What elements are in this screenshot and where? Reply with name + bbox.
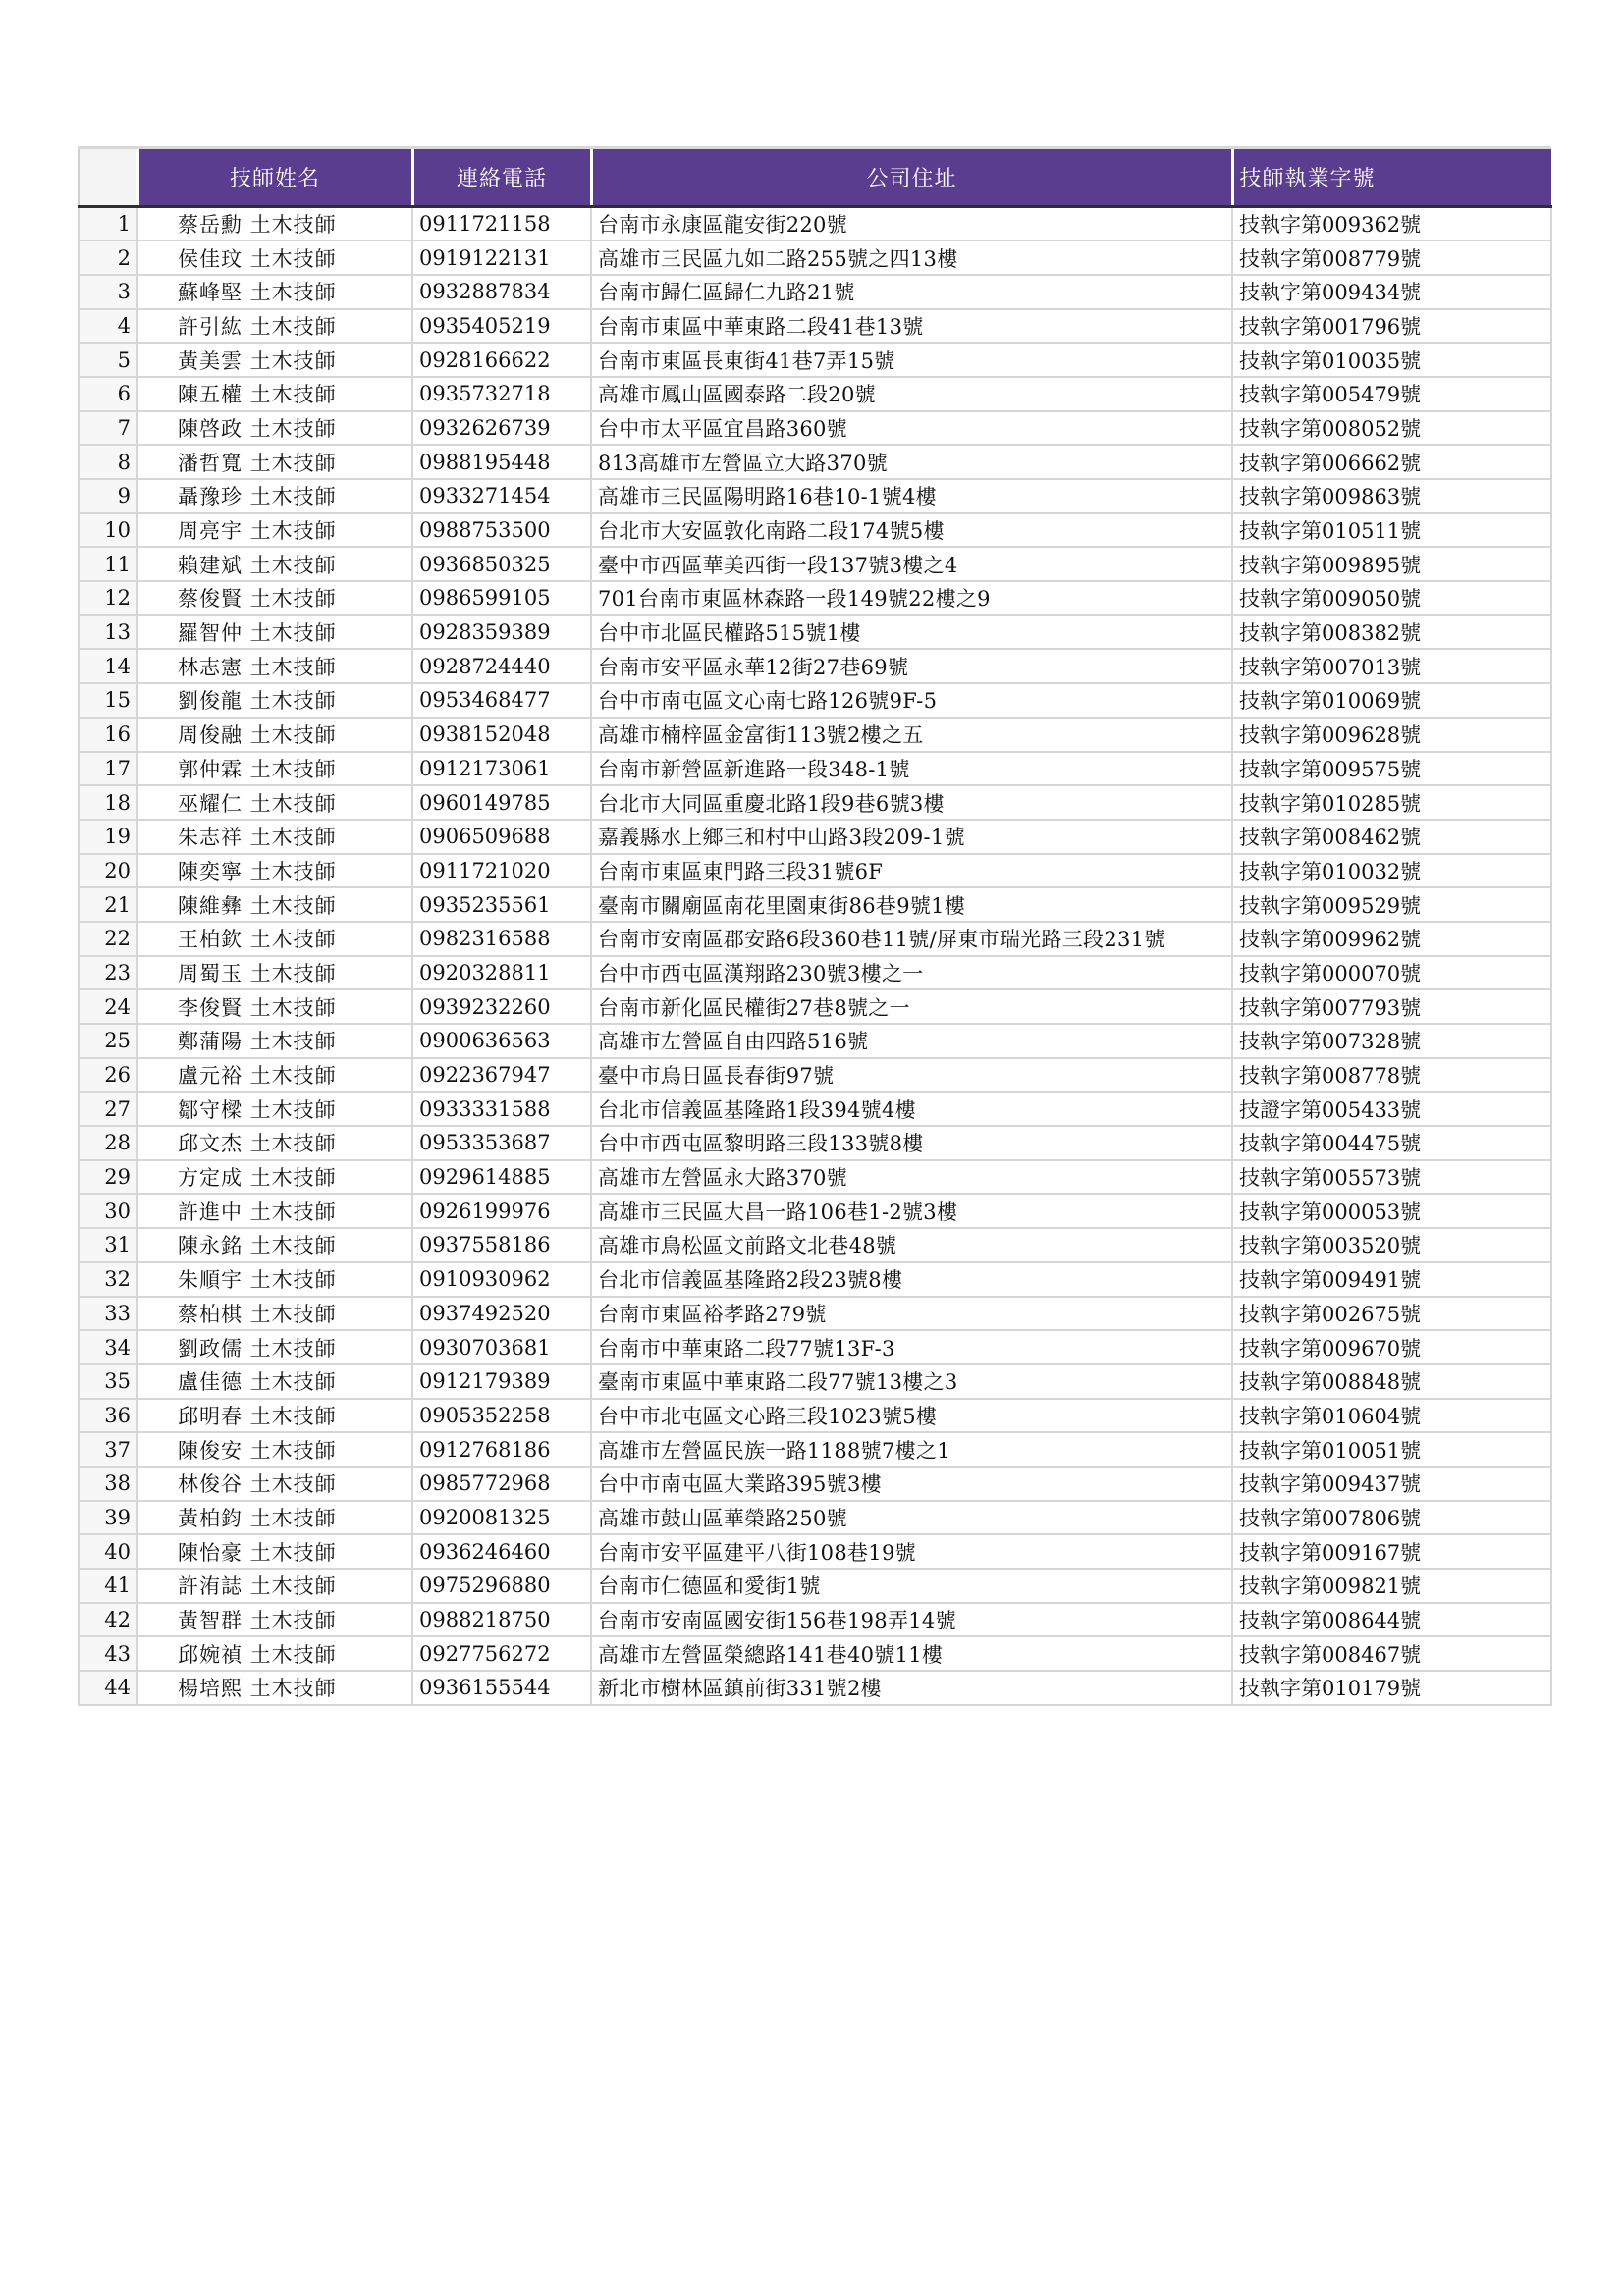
engineer-name-cell: 李俊賢 土木技師 (137, 989, 412, 1024)
phone-cell: 0939232260 (412, 989, 591, 1024)
table-row (79, 377, 1551, 411)
address-cell: 813高雄市左營區立大路370號 (591, 445, 1232, 479)
table-row (79, 1262, 1551, 1297)
license-number-cell: 技執字第009437號 (1232, 1467, 1551, 1501)
table-row (79, 649, 1551, 683)
phone-cell: 0900636563 (412, 1024, 591, 1058)
row-index-cell: 39 (79, 1501, 137, 1535)
row-index-cell: 7 (79, 411, 137, 446)
phone-cell: 0928359389 (412, 615, 591, 650)
engineer-name-cell: 劉俊龍 土木技師 (137, 683, 412, 718)
row-index-cell: 18 (79, 785, 137, 820)
engineer-name-cell: 邱婉禎 土木技師 (137, 1636, 412, 1671)
license-number-cell: 技執字第008848號 (1232, 1364, 1551, 1399)
address-cell: 高雄市楠梓區金富街113號2樓之五 (591, 718, 1232, 752)
license-number-cell: 技執字第009895號 (1232, 547, 1551, 581)
row-index-cell: 26 (79, 1058, 137, 1093)
row-index-cell: 6 (79, 377, 137, 411)
license-number-cell: 技執字第009863號 (1232, 479, 1551, 513)
row-index-cell: 1 (79, 207, 137, 241)
row-index-cell: 23 (79, 956, 137, 990)
table-row (79, 411, 1551, 446)
row-index-cell: 30 (79, 1194, 137, 1228)
license-number-cell: 技執字第008052號 (1232, 411, 1551, 446)
address-cell: 臺中市烏日區長春街97號 (591, 1058, 1232, 1093)
license-number-cell: 技執字第008462號 (1232, 820, 1551, 854)
table-row (79, 1330, 1551, 1364)
engineer-name-cell: 陳五權 土木技師 (137, 377, 412, 411)
license-number-cell: 技執字第008382號 (1232, 615, 1551, 650)
phone-cell: 0932626739 (412, 411, 591, 446)
address-cell: 高雄市左營區民族一路1188號7樓之1 (591, 1432, 1232, 1467)
engineer-name-cell: 朱志祥 土木技師 (137, 820, 412, 854)
table-row (79, 752, 1551, 786)
row-index-cell: 27 (79, 1092, 137, 1126)
license-number-cell: 技執字第010511號 (1232, 513, 1551, 548)
license-number-cell: 技執字第005573號 (1232, 1160, 1551, 1195)
engineer-name-cell: 巫耀仁 土木技師 (137, 785, 412, 820)
phone-cell: 0960149785 (412, 785, 591, 820)
address-cell: 高雄市三民區大昌一路106巷1-2號3樓 (591, 1194, 1232, 1228)
license-number-cell: 技執字第007328號 (1232, 1024, 1551, 1058)
phone-cell: 0911721158 (412, 207, 591, 241)
row-index-cell: 21 (79, 887, 137, 922)
header-row (79, 148, 1551, 207)
row-index-cell: 12 (79, 581, 137, 615)
address-cell: 台中市西屯區漢翔路230號3樓之一 (591, 956, 1232, 990)
engineer-name-cell: 鄒守樑 土木技師 (137, 1092, 412, 1126)
row-index-cell: 9 (79, 479, 137, 513)
license-number-cell: 技執字第009575號 (1232, 752, 1551, 786)
license-number-cell: 技執字第008778號 (1232, 1058, 1551, 1093)
phone-cell: 0937558186 (412, 1228, 591, 1262)
table-row (79, 445, 1551, 479)
address-cell: 台中市北屯區文心路三段1023號5樓 (591, 1399, 1232, 1433)
address-cell: 台南市安平區建平八街108巷19號 (591, 1534, 1232, 1569)
address-column-header: 公司住址 (591, 148, 1232, 207)
license-column-header: 技師執業字號 (1232, 148, 1551, 207)
row-index-cell: 20 (79, 854, 137, 888)
license-number-cell: 技執字第007806號 (1232, 1501, 1551, 1535)
engineer-name-cell: 陳奕寧 土木技師 (137, 854, 412, 888)
license-number-cell: 技執字第009628號 (1232, 718, 1551, 752)
phone-cell: 0930703681 (412, 1330, 591, 1364)
phone-cell: 0936850325 (412, 547, 591, 581)
index-column-header (79, 148, 137, 207)
phone-cell: 0988195448 (412, 445, 591, 479)
table-row (79, 275, 1551, 309)
license-number-cell: 技執字第008467號 (1232, 1636, 1551, 1671)
table-row (79, 1501, 1551, 1535)
row-index-cell: 33 (79, 1297, 137, 1331)
phone-cell: 0912768186 (412, 1432, 591, 1467)
row-index-cell: 24 (79, 989, 137, 1024)
license-number-cell: 技執字第009362號 (1232, 207, 1551, 241)
license-number-cell: 技執字第007793號 (1232, 989, 1551, 1024)
address-cell: 台北市大安區敦化南路二段174號5樓 (591, 513, 1232, 548)
engineer-name-cell: 周俊融 土木技師 (137, 718, 412, 752)
address-cell: 台中市太平區宜昌路360號 (591, 411, 1232, 446)
address-cell: 台中市北區民權路515號1樓 (591, 615, 1232, 650)
engineer-name-cell: 蔡俊賢 土木技師 (137, 581, 412, 615)
address-cell: 高雄市左營區自由四路516號 (591, 1024, 1232, 1058)
engineer-name-cell: 邱明春 土木技師 (137, 1399, 412, 1433)
engineer-name-cell: 邱文杰 土木技師 (137, 1126, 412, 1160)
phone-cell: 0935732718 (412, 377, 591, 411)
license-number-cell: 技執字第010069號 (1232, 683, 1551, 718)
row-index-cell: 10 (79, 513, 137, 548)
phone-cell: 0926199976 (412, 1194, 591, 1228)
phone-cell: 0938152048 (412, 718, 591, 752)
row-index-cell: 42 (79, 1603, 137, 1637)
address-cell: 高雄市左營區榮總路141巷40號11樓 (591, 1636, 1232, 1671)
engineer-name-cell: 賴建斌 土木技師 (137, 547, 412, 581)
engineer-name-cell: 楊培熙 土木技師 (137, 1671, 412, 1705)
address-cell: 台南市永康區龍安街220號 (591, 207, 1232, 241)
phone-cell: 0953468477 (412, 683, 591, 718)
table-row (79, 922, 1551, 956)
table-row (79, 615, 1551, 650)
phone-cell: 0936246460 (412, 1534, 591, 1569)
engineer-name-cell: 蔡岳勳 土木技師 (137, 207, 412, 241)
license-number-cell: 技執字第001796號 (1232, 309, 1551, 344)
table-header (79, 148, 1551, 207)
license-number-cell: 技執字第009670號 (1232, 1330, 1551, 1364)
engineer-name-cell: 蘇峰堅 土木技師 (137, 275, 412, 309)
table-row (79, 547, 1551, 581)
phone-cell: 0988753500 (412, 513, 591, 548)
row-index-cell: 37 (79, 1432, 137, 1467)
row-index-cell: 28 (79, 1126, 137, 1160)
address-cell: 台南市新營區新進路一段348-1號 (591, 752, 1232, 786)
row-index-cell: 43 (79, 1636, 137, 1671)
address-cell: 台北市大同區重慶北路1段9巷6號3樓 (591, 785, 1232, 820)
row-index-cell: 38 (79, 1467, 137, 1501)
phone-column-header: 連絡電話 (412, 148, 591, 207)
row-index-cell: 4 (79, 309, 137, 344)
address-cell: 台南市安南區郡安路6段360巷11號/屏東市瑞光路三段231號 (591, 922, 1232, 956)
phone-cell: 0922367947 (412, 1058, 591, 1093)
table-row (79, 1297, 1551, 1331)
address-cell: 台中市南屯區文心南七路126號9F-5 (591, 683, 1232, 718)
phone-cell: 0986599105 (412, 581, 591, 615)
address-cell: 高雄市鳳山區國泰路二段20號 (591, 377, 1232, 411)
license-number-cell: 技執字第003520號 (1232, 1228, 1551, 1262)
license-number-cell: 技執字第007013號 (1232, 649, 1551, 683)
license-number-cell: 技執字第009167號 (1232, 1534, 1551, 1569)
address-cell: 台中市西屯區黎明路三段133號8樓 (591, 1126, 1232, 1160)
row-index-cell: 34 (79, 1330, 137, 1364)
address-cell: 臺南市關廟區南花里園東街86巷9號1樓 (591, 887, 1232, 922)
engineer-name-cell: 蔡柏棋 土木技師 (137, 1297, 412, 1331)
table-row (79, 1671, 1551, 1705)
phone-cell: 0933271454 (412, 479, 591, 513)
license-number-cell: 技執字第009050號 (1232, 581, 1551, 615)
table-row (79, 240, 1551, 275)
phone-cell: 0912179389 (412, 1364, 591, 1399)
engineer-name-cell: 劉政儒 土木技師 (137, 1330, 412, 1364)
row-index-cell: 32 (79, 1262, 137, 1297)
table-row (79, 854, 1551, 888)
license-number-cell: 技執字第008644號 (1232, 1603, 1551, 1637)
engineer-name-cell: 潘哲寬 土木技師 (137, 445, 412, 479)
address-cell: 臺中市西區華美西街一段137號3樓之4 (591, 547, 1232, 581)
phone-cell: 0935235561 (412, 887, 591, 922)
engineer-name-cell: 許進中 土木技師 (137, 1194, 412, 1228)
table-row (79, 513, 1551, 548)
engineer-name-cell: 林俊谷 土木技師 (137, 1467, 412, 1501)
address-cell: 臺南市東區中華東路二段77號13樓之3 (591, 1364, 1232, 1399)
phone-cell: 0906509688 (412, 820, 591, 854)
engineer-name-cell: 陳怡豪 土木技師 (137, 1534, 412, 1569)
table-row (79, 820, 1551, 854)
phone-cell: 0982316588 (412, 922, 591, 956)
row-index-cell: 14 (79, 649, 137, 683)
engineer-name-cell: 聶豫珍 土木技師 (137, 479, 412, 513)
address-cell: 台南市東區東門路三段31號6F (591, 854, 1232, 888)
engineer-roster-table (78, 146, 1552, 1706)
engineer-name-cell: 陳永銘 土木技師 (137, 1228, 412, 1262)
table-row (79, 989, 1551, 1024)
table-row (79, 343, 1551, 377)
row-index-cell: 11 (79, 547, 137, 581)
table-row (79, 1603, 1551, 1637)
phone-cell: 0935405219 (412, 309, 591, 344)
table-row (79, 309, 1551, 344)
engineer-name-cell: 黃智群 土木技師 (137, 1603, 412, 1637)
engineer-name-cell: 黃美雲 土木技師 (137, 343, 412, 377)
table-row (79, 1228, 1551, 1262)
engineer-name-cell: 方定成 土木技師 (137, 1160, 412, 1195)
license-number-cell: 技執字第010285號 (1232, 785, 1551, 820)
engineer-name-cell: 陳俊安 土木技師 (137, 1432, 412, 1467)
engineer-name-cell: 鄭蒲陽 土木技師 (137, 1024, 412, 1058)
table-row (79, 956, 1551, 990)
license-number-cell: 技執字第010032號 (1232, 854, 1551, 888)
license-number-cell: 技執字第009529號 (1232, 887, 1551, 922)
address-cell: 台南市東區中華東路二段41巷13號 (591, 309, 1232, 344)
phone-cell: 0928724440 (412, 649, 591, 683)
phone-cell: 0929614885 (412, 1160, 591, 1195)
address-cell: 台南市安平區永華12街27巷69號 (591, 649, 1232, 683)
license-number-cell: 技執字第000053號 (1232, 1194, 1551, 1228)
address-cell: 台北市信義區基隆路2段23號8樓 (591, 1262, 1232, 1297)
table-row (79, 1058, 1551, 1093)
row-index-cell: 16 (79, 718, 137, 752)
license-number-cell: 技執字第009962號 (1232, 922, 1551, 956)
phone-cell: 0928166622 (412, 343, 591, 377)
address-cell: 台南市新化區民權街27巷8號之一 (591, 989, 1232, 1024)
table-row (79, 1126, 1551, 1160)
table-row (79, 1160, 1551, 1195)
table-row (79, 1636, 1551, 1671)
table-row (79, 718, 1551, 752)
row-index-cell: 31 (79, 1228, 137, 1262)
license-number-cell: 技執字第004475號 (1232, 1126, 1551, 1160)
row-index-cell: 3 (79, 275, 137, 309)
license-number-cell: 技執字第009821號 (1232, 1569, 1551, 1603)
engineer-name-cell: 侯佳玟 土木技師 (137, 240, 412, 275)
table-row (79, 479, 1551, 513)
phone-cell: 0975296880 (412, 1569, 591, 1603)
engineer-name-cell: 陳啓政 土木技師 (137, 411, 412, 446)
engineer-name-cell: 許引紘 土木技師 (137, 309, 412, 344)
table-row (79, 1194, 1551, 1228)
engineer-name-cell: 羅智仲 土木技師 (137, 615, 412, 650)
license-number-cell: 技執字第010604號 (1232, 1399, 1551, 1433)
license-number-cell: 技執字第005479號 (1232, 377, 1551, 411)
table-row (79, 581, 1551, 615)
row-index-cell: 44 (79, 1671, 137, 1705)
engineer-name-cell: 盧佳德 土木技師 (137, 1364, 412, 1399)
engineer-name-cell: 王柏欽 土木技師 (137, 922, 412, 956)
row-index-cell: 35 (79, 1364, 137, 1399)
address-cell: 高雄市三民區九如二路255號之四13樓 (591, 240, 1232, 275)
table-row (79, 1467, 1551, 1501)
engineer-name-cell: 周蜀玉 土木技師 (137, 956, 412, 990)
address-cell: 高雄市鼓山區華榮路250號 (591, 1501, 1232, 1535)
engineer-name-cell: 郭仲霖 土木技師 (137, 752, 412, 786)
row-index-cell: 22 (79, 922, 137, 956)
table-body (79, 207, 1551, 1705)
row-index-cell: 25 (79, 1024, 137, 1058)
license-number-cell: 技執字第008779號 (1232, 240, 1551, 275)
address-cell: 台南市仁德區和愛街1號 (591, 1569, 1232, 1603)
table-row (79, 1432, 1551, 1467)
table-row (79, 1092, 1551, 1126)
license-number-cell: 技執字第009491號 (1232, 1262, 1551, 1297)
license-number-cell: 技執字第006662號 (1232, 445, 1551, 479)
license-number-cell: 技執字第002675號 (1232, 1297, 1551, 1331)
table-row (79, 207, 1551, 241)
phone-cell: 0905352258 (412, 1399, 591, 1433)
row-index-cell: 2 (79, 240, 137, 275)
phone-cell: 0920328811 (412, 956, 591, 990)
phone-cell: 0953353687 (412, 1126, 591, 1160)
row-index-cell: 36 (79, 1399, 137, 1433)
phone-cell: 0927756272 (412, 1636, 591, 1671)
phone-cell: 0919122131 (412, 240, 591, 275)
address-cell: 台中市南屯區大業路395號3樓 (591, 1467, 1232, 1501)
phone-cell: 0933331588 (412, 1092, 591, 1126)
phone-cell: 0910930962 (412, 1262, 591, 1297)
address-cell: 嘉義縣水上鄉三和村中山路3段209-1號 (591, 820, 1232, 854)
engineer-roster-sheet (78, 146, 1550, 1706)
row-index-cell: 8 (79, 445, 137, 479)
table-row (79, 1569, 1551, 1603)
license-number-cell: 技執字第000070號 (1232, 956, 1551, 990)
row-index-cell: 19 (79, 820, 137, 854)
address-cell: 台南市中華東路二段77號13F-3 (591, 1330, 1232, 1364)
address-cell: 新北市樹林區鎮前街331號2樓 (591, 1671, 1232, 1705)
address-cell: 台南市安南區國安街156巷198弄14號 (591, 1603, 1232, 1637)
table-row (79, 1399, 1551, 1433)
phone-cell: 0911721020 (412, 854, 591, 888)
phone-cell: 0912173061 (412, 752, 591, 786)
engineer-name-cell: 盧元裕 土木技師 (137, 1058, 412, 1093)
address-cell: 高雄市鳥松區文前路文北巷48號 (591, 1228, 1232, 1262)
table-row (79, 785, 1551, 820)
phone-cell: 0988218750 (412, 1603, 591, 1637)
phone-cell: 0936155544 (412, 1671, 591, 1705)
license-number-cell: 技執字第009434號 (1232, 275, 1551, 309)
license-number-cell: 技執字第010179號 (1232, 1671, 1551, 1705)
phone-cell: 0937492520 (412, 1297, 591, 1331)
table-row (79, 887, 1551, 922)
name-column-header: 技師姓名 (137, 148, 412, 207)
phone-cell: 0932887834 (412, 275, 591, 309)
engineer-name-cell: 朱順宇 土木技師 (137, 1262, 412, 1297)
license-number-cell: 技執字第010051號 (1232, 1432, 1551, 1467)
address-cell: 701台南市東區林森路一段149號22樓之9 (591, 581, 1232, 615)
row-index-cell: 13 (79, 615, 137, 650)
table-row (79, 1364, 1551, 1399)
license-number-cell: 技證字第005433號 (1232, 1092, 1551, 1126)
address-cell: 台北市信義區基隆路1段394號4樓 (591, 1092, 1232, 1126)
address-cell: 高雄市左營區永大路370號 (591, 1160, 1232, 1195)
address-cell: 高雄市三民區陽明路16巷10-1號4樓 (591, 479, 1232, 513)
row-index-cell: 41 (79, 1569, 137, 1603)
address-cell: 台南市歸仁區歸仁九路21號 (591, 275, 1232, 309)
row-index-cell: 15 (79, 683, 137, 718)
license-number-cell: 技執字第010035號 (1232, 343, 1551, 377)
table-row (79, 1024, 1551, 1058)
engineer-name-cell: 黃柏鈞 土木技師 (137, 1501, 412, 1535)
address-cell: 台南市東區裕孝路279號 (591, 1297, 1232, 1331)
address-cell: 台南市東區長東街41巷7弄15號 (591, 343, 1232, 377)
table-row (79, 1534, 1551, 1569)
row-index-cell: 17 (79, 752, 137, 786)
engineer-name-cell: 林志憲 土木技師 (137, 649, 412, 683)
row-index-cell: 40 (79, 1534, 137, 1569)
row-index-cell: 5 (79, 343, 137, 377)
phone-cell: 0920081325 (412, 1501, 591, 1535)
engineer-name-cell: 許洧誌 土木技師 (137, 1569, 412, 1603)
table-row (79, 683, 1551, 718)
engineer-name-cell: 陳維彝 土木技師 (137, 887, 412, 922)
row-index-cell: 29 (79, 1160, 137, 1195)
engineer-name-cell: 周亮宇 土木技師 (137, 513, 412, 548)
phone-cell: 0985772968 (412, 1467, 591, 1501)
